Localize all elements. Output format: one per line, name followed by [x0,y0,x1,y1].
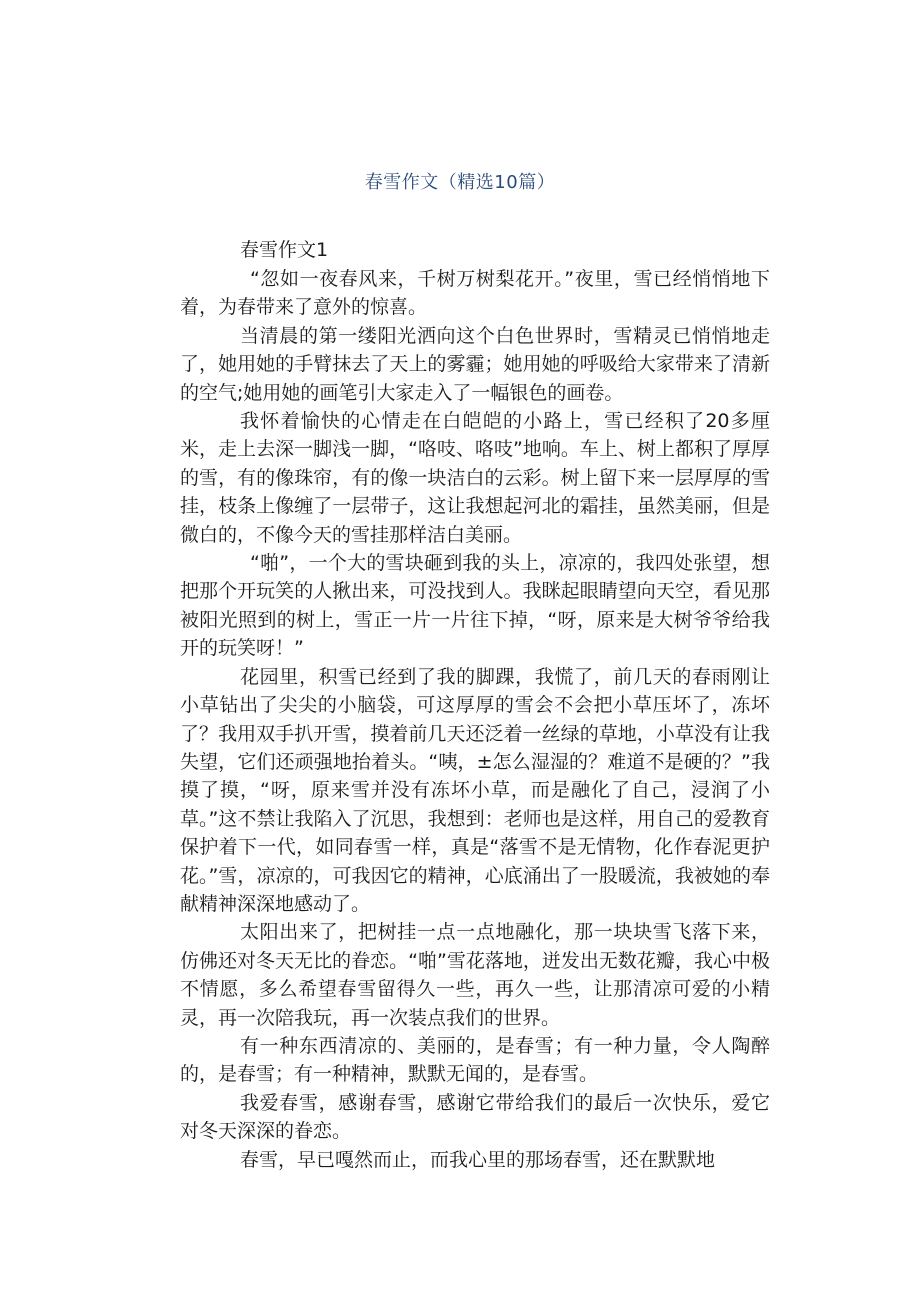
paragraph: 花园里，积雪已经到了我的脚踝，我慌了，前几天的春雨刚让小草钻出了尖尖的小脑袋，可这厚厚的雪会不会把小草压坏了，冻坏了？我用双手扒开雪，摸着前几天还泛着一丝绿的草地，小草没有让我失望，它们还顽强地抬着头。“咦，±怎么湿湿的？难道不是硬的？”我摸了摸，“呀，原来雪并没有冻坏小草，而是融化了自己，浸润了小草。”这不禁让我陷入了沉思，我想到：老师也是这样，用自己的爱教育保护着下一代，如同春雪一样，真是“落雪不是无情物，化作春泥更护花。”雪，凉凉的，可我因它的精神，心底涌出了一股暖流，我被她的奉献精神深深地感动了。 [180,665,770,915]
document-body [180,235,770,1174]
paragraph: 我怀着愉快的心情走在白皑皑的小路上，雪已经积了20多厘米，走上去深一脚浅一脚，“咯吱、咯吱”地响。车上、树上都积了厚厚的雪，有的像珠帘，有的像一块洁白的云彩。树上留下来一层厚厚的雪挂，枝条上像缠了一层带子，这让我想起河北的霜挂，虽然美丽，但是微白的，不像今天的雪挂那样洁白美丽。 [180,410,770,546]
paragraph: 我爱春雪，感谢春雪，感谢它带给我们的最后一次快乐，爱它对冬天深深的眷恋。 [180,1091,770,1143]
paragraph: 春雪，早已嘎然而止，而我心里的那场春雪，还在默默地 [240,1148,716,1171]
paragraph: 太阳出来了，把树挂一点一点地融化，那一块块雪飞落下来，仿佛还对冬天无比的眷恋。“啪”雪花落地，迸发出无数花瓣，我心中极不情愿，多么希望春雪留得久一些，再久一些，让那清凉可爱的小精灵，再一次陪我玩，再一次装点我们的世界。 [180,921,770,1029]
paragraph: 当清晨的第一缕阳光洒向这个白色世界时，雪精灵已悄悄地走了，她用她的手臂抹去了天上的雾霾；她用她的呼吸给大家带来了清新的空气;她用她的画笔引大家走入了一幅银色的画卷。 [180,324,770,404]
section-heading: 春雪作文1 [240,239,329,261]
paragraph: 有一种东西清凉的、美丽的，是春雪；有一种力量，令人陶醉的，是春雪；有一种精神，默默无闻的，是春雪。 [180,1034,770,1086]
document-title: 春雪作文（精选10篇） [364,172,556,193]
paragraph: “啪”，一个大的雪块砸到我的头上，凉凉的，我四处张望，想把那个开玩笑的人揪出来，可没找到人。我眯起眼睛望向天空，看见那被阳光照到的树上，雪正一片一片往下掉，“呀，原来是大树爷爷给我开的玩笑呀！” [180,552,770,660]
paragraph: “忽如一夜春风来，千树万树梨花开。”夜里，雪已经悄悄地下着，为春带来了意外的惊喜。 [180,268,770,319]
